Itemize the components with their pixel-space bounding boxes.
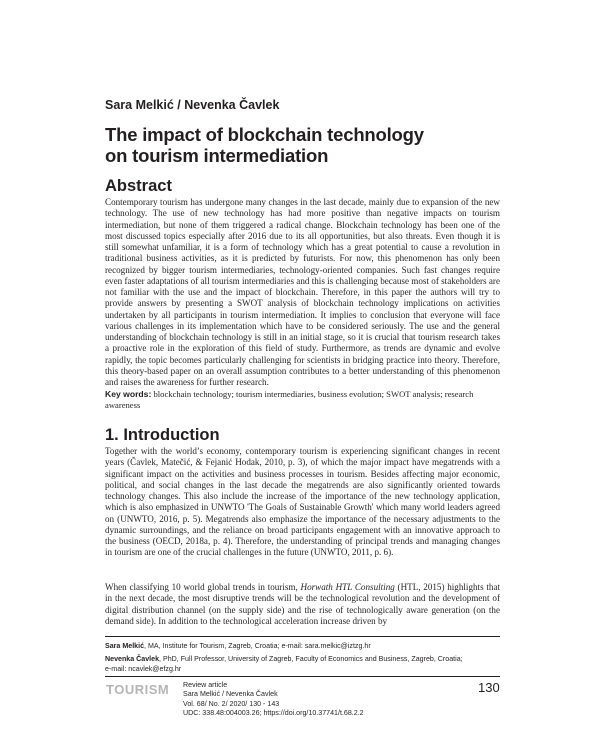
- introduction-paragraph-1: Together with the world’s economy, contemporary tourism is experiencing significant changes in recent years (Čavlek, Matečić, & Fejanić Hodak, 2010, p. 3), of which the major impact have megatrends with a significant impact on the activities and business processes in tourism. Besides affecting major economic, political, and social changes in the last decade the megatrends are also significantly oriented towards technology changes. This also include the increase of the importance of the new technology application, which is also emphasized in UNWTO 'The Goals of Sustainable Growth' which many world leaders agreed on (UNWTO, 2016, p. 5). Megatrends also emphasize the importance of the necessary adjustments to the dynamic surroundings, and the reliance on broad participants engagement with an innovative approach to the business (OECD, 2018a, p. 4). Therefore, the understanding of principal trends and managing changes in tourism are one of the crucial challenges in the future (UNWTO, 2011, p. 6).: [105, 446, 500, 558]
- footnote-author-2-name: Nevenka Čavlek: [105, 655, 160, 663]
- intro-p2-rest: (HTL, 2015) highlights that in the next decade, the most disruptive trends will be the technological revolution and the development of digital distribution channel (on the supply side) and the rise of technologically aware generation (on the demand side). In addition to the technological acceleration increase driven by: [105, 582, 501, 626]
- footnote-author-1: [105, 641, 500, 651]
- footer-divider: [105, 676, 500, 677]
- journal-volume: Vol. 68/ No. 2/ 2020/ 130 - 143: [183, 699, 280, 708]
- footnote-author-1-affiliation: , MA, Institute for Tourism, Zagreb, Croatia; e-mail: sara.melkic@iztzg.hr: [144, 642, 371, 650]
- footer-authors: Sara Melkić / Nevenka Čavlek: [183, 690, 278, 699]
- article-type: Review article: [183, 681, 228, 689]
- intro-p2-consultancy: Horwath HTL Consulting: [300, 582, 395, 592]
- footnote-divider: [105, 636, 500, 637]
- introduction-paragraph-2: [105, 582, 500, 627]
- article-title-line-2: on tourism intermediation: [105, 145, 329, 166]
- keywords-list: blockchain technology; tourism intermediaries, business evolution; SWOT analysis; research awareness: [105, 389, 474, 410]
- footnote-author-2-affiliation: , PhD, Full Professor, University of Zagreb, Faculty of Economics and Business, Zagreb, Croatia;: [159, 655, 463, 663]
- footnote-author-1-name: Sara Melkić: [105, 642, 145, 650]
- keywords: [105, 389, 500, 411]
- footnote-author-2-email: e-mail: ncavlek@efzg.hr: [105, 665, 182, 673]
- footnote-author-2: [105, 654, 500, 674]
- introduction-heading: 1. Introduction: [105, 426, 220, 444]
- intro-p2-start: When classifying 10 world global trends in tourism,: [105, 582, 301, 592]
- page-number: 130: [478, 680, 500, 695]
- abstract-text: Contemporary tourism has undergone many changes in the last decade, mainly due to expansion of the new technology. The use of new technology has had more positive than negative impacts on tourism intermediation, but none of them triggered a radical change. Blockchain technology has been one of the most discussed topics especially after 2016 due to its all opportunities, but also threats. Even though it is still somewhat unfamiliar, it is a form of technology which has a great potential to cause a revolution in traditional business activities, as it is predicted by futurists. For now, this phenomenon has only been recognized by bigger tourism intermediaries, technology-oriented companies. Such fast changes require even faster adaptations of all tourism intermediaries and this is challenging because most of stakeholders are not familiar with the use and the impact of blockchain. Therefore, in this paper the authors will try to provide answers by presenting a SWOT analysis of blockchain technology implications on activities undertaken by all participants in tourism intermediation. It implies to conclusion that everyone will face various challenges in its implementation which have to be considered seriously. The use and the general understanding of blockchain technology is still in an initial stage, so it is crucial that tourism research takes a proactive role in the exploration of this field of study. Furthermore, as trends are dynamic and evolve rapidly, the topic becomes particularly challenging for scientists in bridging practice into theory. Therefore, this theory-based paper on an overall assumption contributes to a better understanding of this phenomenon and raises the awareness for further research.: [105, 197, 500, 387]
- article-title: [105, 124, 500, 166]
- article-authors: Sara Melkić / Nevenka Čavlek: [105, 98, 280, 112]
- abstract-heading: Abstract: [105, 177, 172, 195]
- udc-doi: UDC: 338.48:004003.26; https://doi.org/10.37741/t.68.2.2: [183, 709, 364, 718]
- journal-info: [183, 681, 364, 719]
- journal-logo: TOURISM: [106, 682, 170, 697]
- article-title-line-1: The impact of blockchain technology: [105, 124, 424, 145]
- keywords-label: Key words:: [105, 389, 152, 399]
